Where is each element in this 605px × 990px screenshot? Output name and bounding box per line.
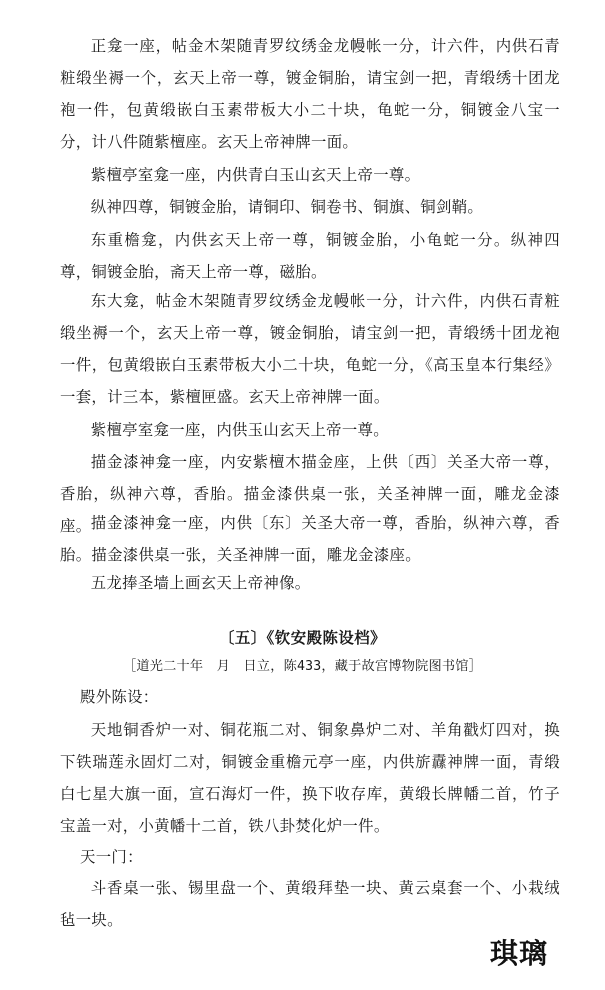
paragraph-tianyi-gate-items: 斗香桌一张、锡里盘一个、黄缎拜垫一块、黄云桌套一个、小栽绒毡一块。 [60, 879, 560, 929]
source-note: ［道光二十年 月 日立，陈433，藏于故宫博物院图书馆］ [122, 659, 483, 674]
paragraph-tianyi-gate-heading: 天一门： [80, 848, 143, 866]
paragraph-zitan-shrine-1: 紫檀亭室龛一座，内供青白玉山玄天上帝一尊。 [90, 166, 421, 184]
paragraph-main-altar: 正龛一座，帖金木架随青罗纹绣金龙幔帐一分，计六件，内供石青粧缎坐褥一个，玄天上帝一尊，镀金铜胎，请宝剑一把，青缎绣十团龙袍一件，包黄缎嵌白玉素带板大小二十块，龟蛇一分，铜镀金八宝一分，计八件随紫檀座。玄天上帝神牌一面。 [60, 37, 560, 151]
paragraph-outside-hall-heading: 殿外陈设： [80, 688, 159, 706]
paragraph-east-large-shrine: 东大龛，帖金木架随青罗纹绣金龙幔帐一分，计六件，内供石青粧缎坐褥一个，玄天上帝一尊，镀金铜胎，请宝剑一把，青缎绣十团龙袍一件，包黄缎嵌白玉素带板大小二十块，龟蛇一分，《高玉皇本行集经》一套，计三本，紫檀匣盛。玄天上帝神牌一面。 [60, 292, 560, 406]
paragraph-east-guansheng-shrine: 描金漆神龛一座，内供〔东〕关圣大帝一尊，香胎，纵神六尊，香胎。描金漆供桌一张，关圣神牌一面，雕龙金漆座。 [60, 514, 560, 564]
section-heading: 〔五〕《钦安殿陈设档》 [218, 629, 387, 647]
paragraph-wall-painting: 五龙捧圣墙上画玄天上帝神像。 [90, 574, 311, 592]
paragraph-attendant-gods: 纵神四尊，铜镀金胎，请铜印、铜卷书、铜旗、铜剑鞘。 [90, 198, 484, 216]
paragraph-outside-hall-items: 天地铜香炉一对、铜花瓶二对、铜象鼻炉二对、羊角戳灯四对，换下铁瑞莲永固灯二对，铜镀金重檐元亭一座，内供旂纛神牌一面，青缎白七星大旗一面，宣石海灯一件，换下收存库，黄缎长牌幡二首，竹子宝盖一对，小黄幡十二首，铁八卦焚化炉一件。 [60, 721, 560, 835]
paragraph-east-double-eave-shrine: 东重檐龛，内供玄天上帝一尊，铜镀金胎，小龟蛇一分。纵神四尊，铜镀金胎，斋天上帝一尊，磁胎。 [60, 231, 560, 281]
paragraph-west-guansheng-shrine: 描金漆神龛一座，内安紫檀木描金座，上供〔西〕关圣大帝一尊，香胎，纵神六尊，香胎。描金漆供桌一张，关圣神牌一面，雕龙金漆座。 [60, 453, 560, 535]
paragraph-zitan-shrine-2: 紫檀亭室龛一座，内供玉山玄天上帝一尊。 [90, 421, 389, 439]
corner-watermark-text: 琪璃 [490, 937, 549, 970]
